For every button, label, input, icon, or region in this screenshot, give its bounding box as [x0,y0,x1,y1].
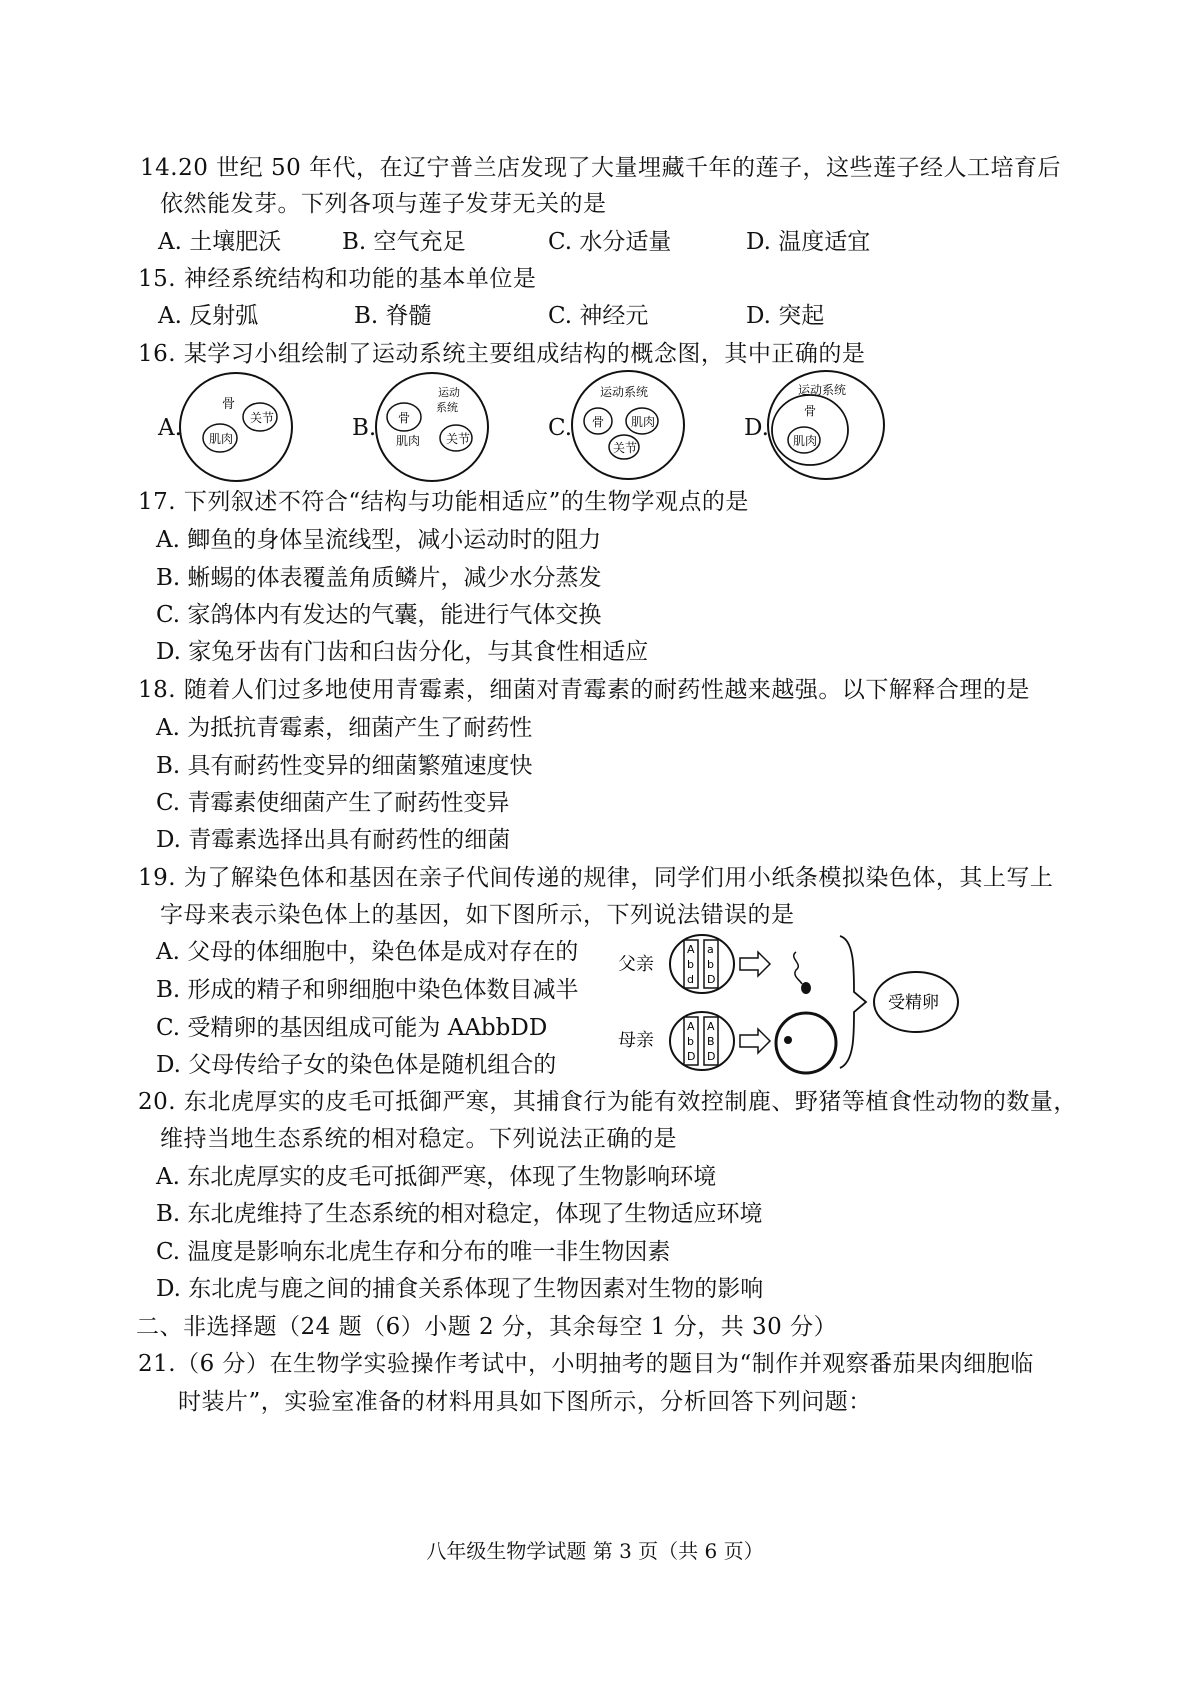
q16-diagram-b-label: B. [352,415,377,441]
svg-text:b: b [707,958,714,971]
svg-text:D: D [707,1050,716,1063]
mother-label: 母亲 [618,1030,654,1051]
q16-d-inner1-text: 骨 [804,404,817,418]
q21-stem-line1: 21.（6 分）在生物学实验操作考试中，小明抽考的题目为“制作并观察番茄果肉细胞临 [138,1351,1034,1377]
section-2-heading: 二、非选择题（24 题（6）小题 2 分，其余每空 1 分，共 30 分） [136,1314,838,1340]
q20-option-d: D. 东北虎与鹿之间的捕食关系体现了生物因素对生物的影响 [156,1276,764,1302]
q16-diagram-a [176,370,296,485]
q18-option-c: C. 青霉素使细菌产生了耐药性变异 [156,790,510,816]
q20-option-c: C. 温度是影响东北虎生存和分布的唯一非生物因素 [156,1239,671,1265]
q16-diagram-d [764,368,888,483]
q17-option-a: A. 鲫鱼的身体呈流线型，减小运动时的阻力 [156,527,602,553]
q16-diagram-c-label: C. [548,415,573,441]
q17-option-c: C. 家鸽体内有发达的气囊，能进行气体交换 [156,602,602,628]
q16-d-inner2-text: 肌肉 [793,434,818,448]
q16-a-inner2-text: 肌肉 [209,432,234,446]
q16-d-outer-text: 运动系统 [798,383,847,397]
q16-b-inner2-text: 肌肉 [396,434,421,448]
svg-text:b: b [687,958,694,971]
q16-c-inner2-text: 肌肉 [631,415,656,429]
q19-chromosome-figure [610,928,970,1078]
egg-nucleus [784,1036,792,1044]
father-label: 父亲 [618,954,654,975]
egg-cell-icon [776,1013,836,1073]
q19-stem-line2: 字母来表示染色体上的基因，如下图所示，下列说法错误的是 [160,902,795,928]
q17-stem: 17. 下列叙述不符合“结构与功能相适应”的生物学观点的是 [138,489,749,515]
svg-text:A: A [707,1020,715,1033]
q19-option-a: A. 父母的体细胞中，染色体是成对存在的 [156,939,579,965]
q16-diagram-b [372,370,492,485]
q15-option-c: C. 神经元 [548,303,649,329]
outer-circle [180,373,292,481]
svg-text:a: a [707,943,714,956]
svg-text:b: b [687,1035,694,1048]
q16-b-outer-text2: 系统 [436,401,458,414]
q15-option-d: D. 突起 [746,303,825,329]
q19-option-b: B. 形成的精子和卵细胞中染色体数目减半 [156,977,579,1003]
zygote-label: 受精卵 [888,993,939,1013]
q15-stem: 15. 神经系统结构和功能的基本单位是 [138,266,537,292]
sperm-tail [794,952,802,984]
q18-option-a: A. 为抵抗青霉素，细菌产生了耐药性 [156,715,533,741]
q20-stem-line1: 20. 东北虎厚实的皮毛可抵御严寒，其捕食行为能有效控制鹿、野猪等植食性动物的数量， [138,1089,1077,1115]
svg-text:A: A [687,1020,695,1033]
q21-stem-line2: 时装片”，实验室准备的材料用具如下图所示，分析回答下列问题： [178,1389,872,1415]
q16-b-inner3-text: 关节 [446,432,471,446]
q17-option-b: B. 蜥蜴的体表覆盖角质鳞片，减少水分蒸发 [156,565,602,591]
arrow-icon [740,1029,770,1053]
q20-stem-line2: 维持当地生态系统的相对稳定。下列说法正确的是 [160,1126,677,1152]
q14-option-d: D. 温度适宜 [746,229,871,255]
sperm-head-icon [801,982,811,994]
q17-option-d: D. 家兔牙齿有门齿和臼齿分化，与其食性相适应 [156,639,649,665]
q14-stem-line1: 14.20 世纪 50 年代，在辽宁普兰店发现了大量埋藏千年的莲子，这些莲子经人工培育后 [140,155,1062,181]
svg-text:d: d [687,973,694,986]
q19-option-d: D. 父母传给子女的染色体是随机组合的 [156,1052,557,1078]
q16-a-outer-text: 骨 [222,397,236,412]
q16-diagram-a-label: A. [158,415,182,441]
q16-stem: 16. 某学习小组绘制了运动系统主要组成结构的概念图，其中正确的是 [138,341,866,367]
q16-c-inner3-text: 关节 [613,441,638,455]
q15-option-a: A. 反射弧 [158,303,259,329]
svg-text:B: B [707,1035,715,1048]
q18-option-b: B. 具有耐药性变异的细菌繁殖速度快 [156,753,533,779]
svg-text:D: D [687,1050,696,1063]
q18-option-d: D. 青霉素选择出具有耐药性的细菌 [156,827,511,853]
q16-a-inner1-text: 关节 [250,411,275,425]
q16-diagram-d-label: D. [744,415,769,441]
father-cell [670,935,734,993]
q16-c-outer-text: 运动系统 [600,385,649,399]
q14-option-b: B. 空气充足 [342,229,466,255]
q20-option-b: B. 东北虎维持了生态系统的相对稳定，体现了生物适应环境 [156,1201,763,1227]
svg-text:D: D [707,973,716,986]
q16-diagram-c [568,368,688,483]
q16-c-inner1-text: 骨 [592,415,605,429]
q16-b-outer-text: 运动 [438,386,460,399]
brace-icon [840,936,866,1068]
q14-option-a: A. 土壤肥沃 [158,229,282,255]
q14-option-c: C. 水分适量 [548,229,672,255]
svg-text:A: A [687,943,695,956]
q19-option-c: C. 受精卵的基因组成可能为 AAbbDD [156,1015,548,1041]
q16-b-inner1-text: 骨 [398,411,411,425]
page-footer: 八年级生物学试题 第 3 页（共 6 页） [426,1539,764,1563]
q19-stem-line1: 19. 为了解染色体和基因在亲子代间传递的规律，同学们用小纸条模拟染色体，其上写上 [138,865,1054,891]
q18-stem: 18. 随着人们过多地使用青霉素，细菌对青霉素的耐药性越来越强。以下解释合理的是 [138,677,1030,703]
q15-option-b: B. 脊髓 [354,303,432,329]
mother-cell [670,1012,734,1070]
q14-stem-line2: 依然能发芽。下列各项与莲子发芽无关的是 [160,191,607,217]
arrow-icon [740,952,770,976]
q20-option-a: A. 东北虎厚实的皮毛可抵御严寒，体现了生物影响环境 [156,1164,717,1190]
